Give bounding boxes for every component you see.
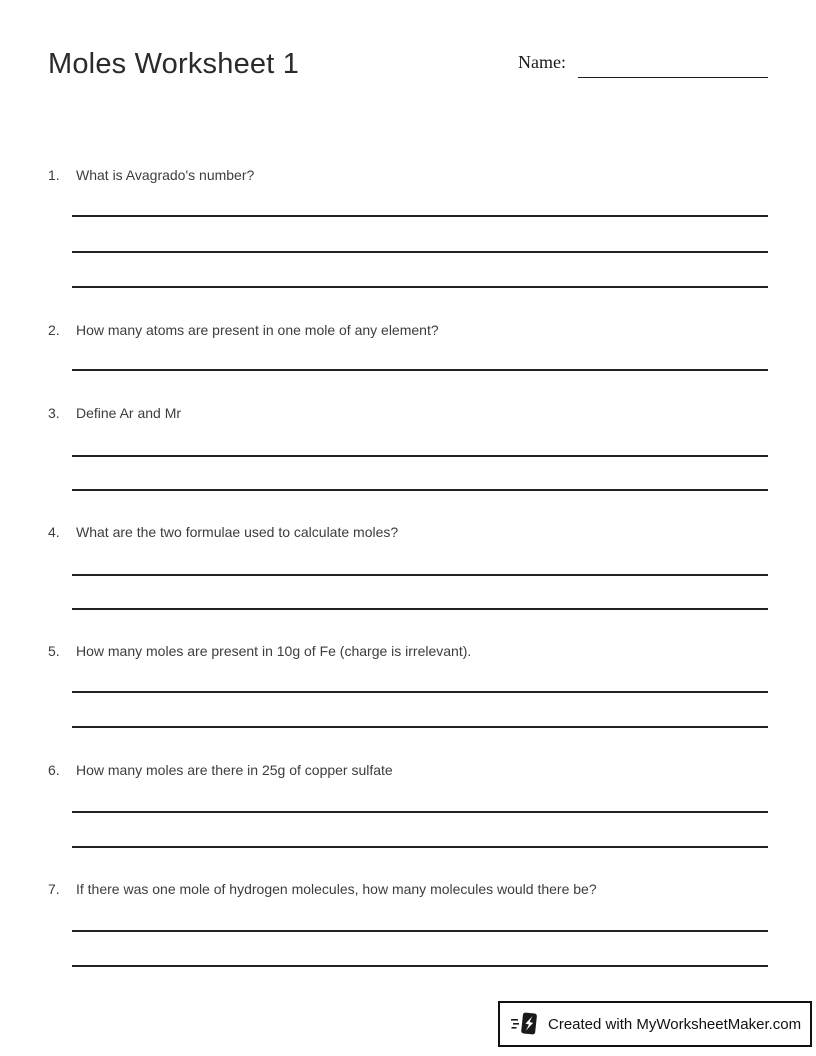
question-item-5 — [48, 642, 772, 661]
worksheet-flying-page-icon — [510, 1010, 540, 1038]
question-item-7 — [48, 880, 772, 899]
name-fill-line — [578, 77, 768, 78]
question-item-2 — [48, 321, 772, 340]
question-number: 6. — [48, 762, 60, 778]
answer-line — [72, 574, 768, 576]
answer-line — [72, 489, 768, 491]
footer-brand-badge[interactable] — [498, 1001, 812, 1047]
question-text: What is Avagrado's number? — [76, 167, 255, 183]
answer-line — [72, 846, 768, 848]
question-item-4 — [48, 523, 772, 542]
answer-line — [72, 608, 768, 610]
question-number: 4. — [48, 524, 60, 540]
question-text: Define Ar and Mr — [76, 405, 182, 421]
question-item-3 — [48, 404, 772, 423]
page-title: Moles Worksheet 1 — [48, 48, 300, 80]
question-text: If there was one mole of hydrogen molecules, how many molecules would there be? — [76, 881, 597, 897]
question-item-6 — [48, 761, 772, 780]
footer-credit-text: Created with MyWorksheetMaker.com — [548, 1015, 802, 1033]
answer-line — [72, 726, 768, 728]
answer-line — [72, 215, 768, 217]
question-text: How many atoms are present in one mole of any element? — [76, 322, 439, 338]
question-text: What are the two formulae used to calculate moles? — [76, 524, 399, 540]
answer-line — [72, 691, 768, 693]
question-text: How many moles are present in 10g of Fe (charge is irrelevant). — [76, 643, 472, 659]
question-number: 1. — [48, 167, 60, 183]
name-label: Name: — [518, 52, 566, 72]
question-text: How many moles are there in 25g of copper sulfate — [76, 762, 393, 778]
question-number: 2. — [48, 322, 60, 338]
answer-line — [72, 965, 768, 967]
answer-line — [72, 811, 768, 813]
answer-line — [72, 251, 768, 253]
answer-line — [72, 930, 768, 932]
answer-line — [72, 455, 768, 457]
answer-line — [72, 369, 768, 371]
question-number: 3. — [48, 405, 60, 421]
question-item-1 — [48, 166, 772, 185]
answer-line — [72, 286, 768, 288]
question-number: 7. — [48, 881, 60, 897]
question-number: 5. — [48, 643, 60, 659]
